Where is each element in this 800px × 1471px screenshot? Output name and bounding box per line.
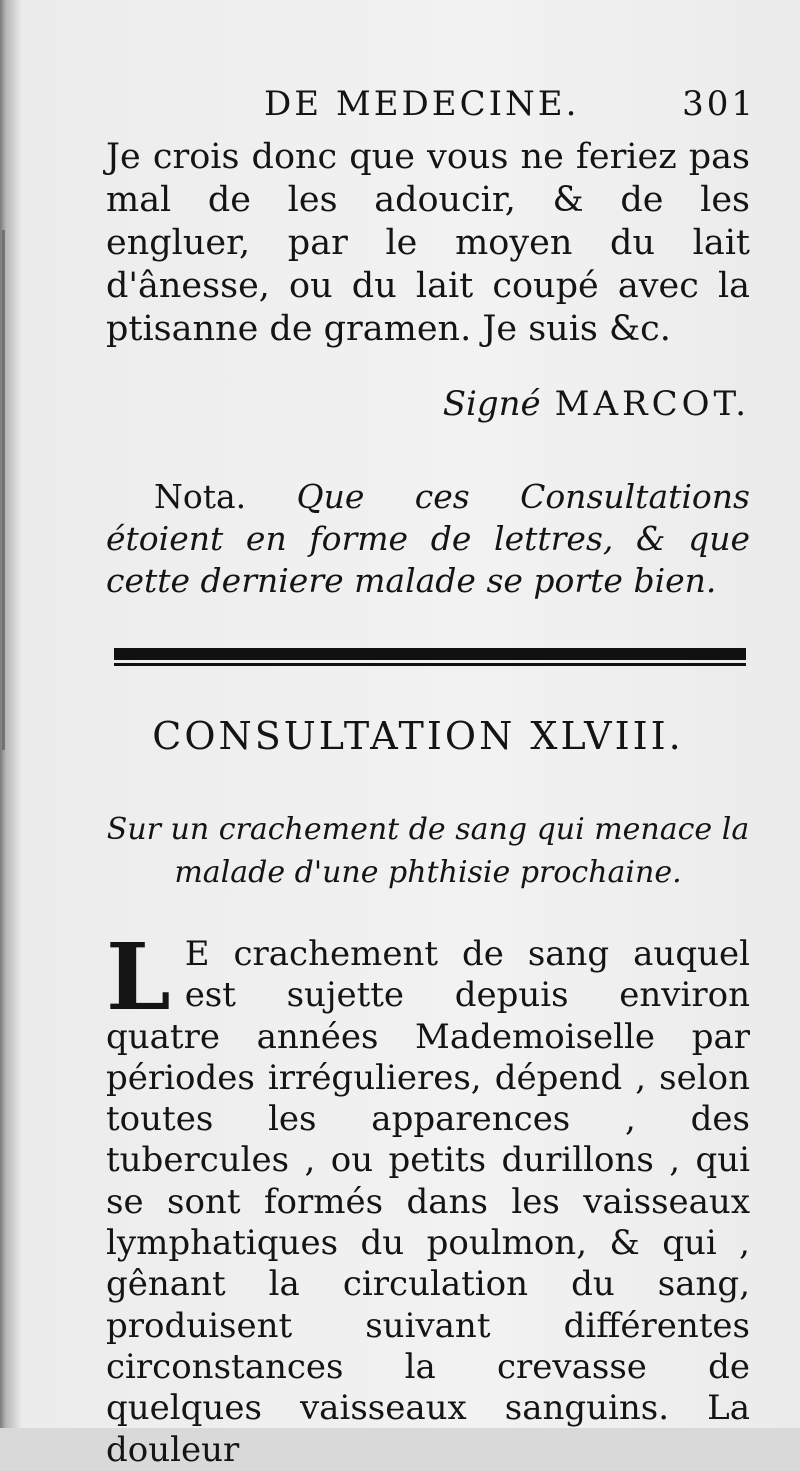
body-text: E crachement de sang auquel est sujette depuis environ quatre années Mademoiselle par périodes irrégulieres, dépend , selon toutes les apparences , des tubercules , ou petits durillons , qui se sont formés dans les vaisseaux lymphatiques du poulmon, & qui , gênant la circulation du sang, produisent suivant différentes circonstances la crevasse de quelques vaisseaux sanguins. La douleur xyxy=(106,934,750,1470)
chapter-subtitle: Sur un crachement de sang qui menace la malade d'une phthisie prochaine. xyxy=(106,812,750,890)
running-head-title: DE MEDECINE. xyxy=(264,84,580,124)
signature xyxy=(106,384,750,424)
page-gutter-shadow xyxy=(2,230,5,750)
nota-paragraph xyxy=(106,476,750,602)
drop-cap: L xyxy=(106,923,171,1031)
top-paragraph: Je crois donc que vous ne feriez pas mal de les adoucir, & de les engluer, par le moyen du lait d'ânesse, ou du lait coupé avec la ptisanne de gramen. Je suis &c. xyxy=(106,137,750,349)
running-head xyxy=(106,84,756,134)
divider-thick-line xyxy=(114,648,746,660)
chapter-title: CONSULTATION XLVIII. xyxy=(152,714,684,758)
divider-thin-line xyxy=(114,663,746,666)
nota-text: Que ces Consultations étoient en forme de lettres, & que cette derniere malade se porte bien. xyxy=(106,477,750,600)
signature-name: MARCOT. xyxy=(554,384,750,424)
section-divider-rule xyxy=(114,648,746,668)
body-paragraph xyxy=(106,923,750,1471)
page-number: 301 xyxy=(682,84,756,124)
nota-label: Nota. xyxy=(154,477,247,516)
signature-label: Signé xyxy=(442,384,541,424)
